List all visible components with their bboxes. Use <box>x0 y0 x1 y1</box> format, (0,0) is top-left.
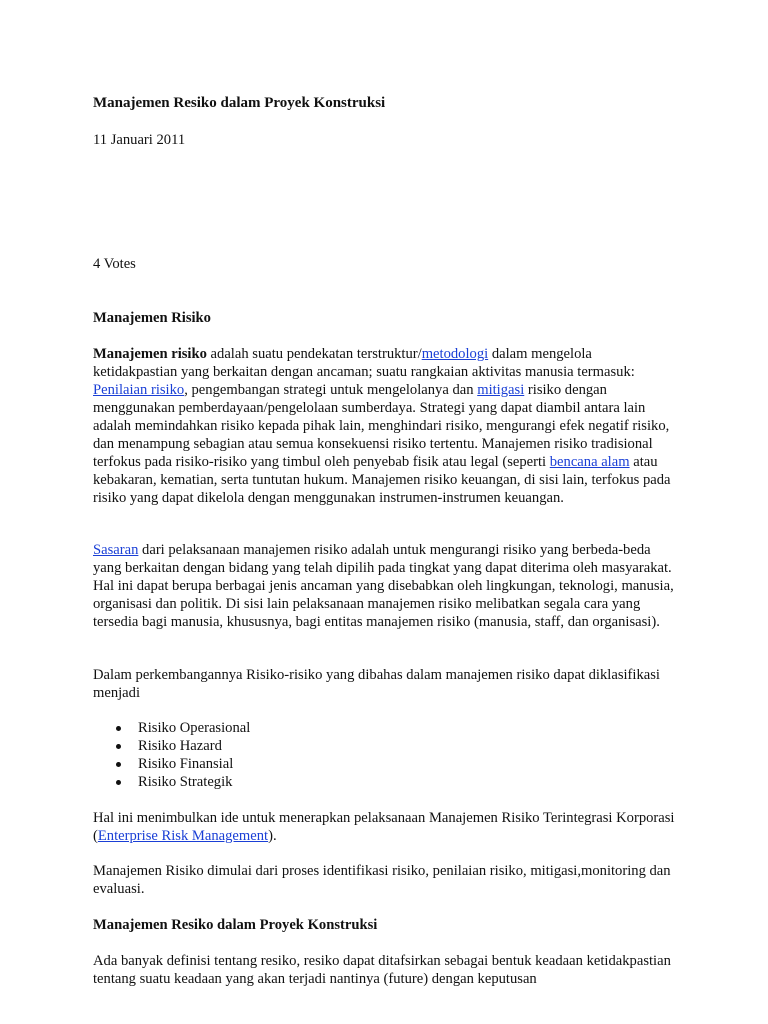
list-item-label: Risiko Finansial <box>138 756 234 772</box>
list-item <box>93 755 678 773</box>
link-penilaian-risiko[interactable]: Penilaian risiko <box>93 382 185 398</box>
bullet-icon <box>116 780 121 785</box>
paragraph-erm <box>93 809 678 845</box>
paragraph-sasaran <box>93 541 678 631</box>
link-enterprise-risk-management[interactable]: Enterprise Risk Management <box>97 828 269 844</box>
article-date: 11 Januari 2011 <box>93 132 186 148</box>
text-span: , pengembangan strategi untuk mengelolanya dan <box>184 382 478 398</box>
text-span: Hal ini menimbulkan ide untuk menerapkan pelaksanaan Manajemen Risiko Terintegrasi Korporasi ( <box>93 810 675 844</box>
paragraph-definition <box>93 345 678 507</box>
bullet-icon <box>116 762 121 767</box>
list-item-label: Risiko Operasional <box>138 720 251 736</box>
votes-count: 4 Votes <box>93 256 136 272</box>
paragraph-definisi-resiko: Ada banyak definisi tentang resiko, resiko dapat ditafsirkan sebagai bentuk keadaan ketidakpastian tentang suatu keadaan yang akan terjadi nantinya (future) dengan keputusan <box>93 953 671 987</box>
section-heading-manajemen-risiko: Manajemen Risiko <box>93 310 211 326</box>
bold-term: Manajemen risiko <box>93 346 207 362</box>
section-heading-proyek-konstruksi: Manajemen Resiko dalam Proyek Konstruksi <box>93 917 378 933</box>
list-item-label: Risiko Hazard <box>138 738 222 754</box>
link-mitigasi[interactable]: mitigasi <box>477 382 525 398</box>
bullet-icon <box>116 744 121 749</box>
bullet-icon <box>116 726 121 731</box>
risk-type-list <box>93 719 678 791</box>
text-span: dalam mengelola ketidakpastian yang berkaitan dengan ancaman; suatu rangkaian aktivitas manusia termasuk: <box>93 346 635 380</box>
text-span: atau kebakaran, kematian, serta tuntutan hukum. Manajemen risiko keuangan, di sisi lain, terfokus pada risiko yang dapat dikelola dengan menggunakan instrumen-instrumen keuangan. <box>93 454 671 506</box>
list-item <box>93 719 678 737</box>
list-item <box>93 737 678 755</box>
paragraph-proses: Manajemen Risiko dimulai dari proses identifikasi risiko, penilaian risiko, mitigasi,monitoring dan evaluasi. <box>93 863 671 897</box>
text-span: dari pelaksanaan manajemen risiko adalah untuk mengurangi risiko yang berbeda-beda yang berkaitan dengan bidang yang telah dipilih pada tingkat yang dapat diterima oleh masyarakat. Hal ini dapat berupa berbagai jenis ancaman yang disebabkan oleh lingkungan, teknologi, manusia, organisasi dan politik. Di sisi lain pelaksanaan manajemen risiko melibatkan segala cara yang tersedia bagi manusia, khususnya, bagi entitas manajemen risiko (manusia, staff, dan organisasi). <box>93 542 674 630</box>
text-span: adalah suatu pendekatan terstruktur/ <box>206 346 422 362</box>
link-bencana-alam[interactable]: bencana alam <box>549 454 630 470</box>
link-sasaran[interactable]: Sasaran <box>93 542 139 558</box>
paragraph-klasifikasi: Dalam perkembangannya Risiko-risiko yang dibahas dalam manajemen risiko dapat diklasifikasi menjadi <box>93 667 660 701</box>
text-span: ). <box>268 828 277 844</box>
list-item <box>93 773 678 791</box>
list-item-label: Risiko Strategik <box>138 774 233 790</box>
text-span: risiko dengan menggunakan pemberdayaan/pengelolaan sumberdaya. Strategi yang dapat diambil antara lain adalah memindahkan risiko kepada pihak lain, menghindari risiko, mengurangi efek negatif risiko, dan menampung sebagian atau semua konsekuensi risiko tertentu. Manajemen risiko tradisional terfokus pada risiko-risiko yang timbul oleh penyebab fisik atau legal (seperti <box>93 382 670 470</box>
link-metodologi[interactable]: metodologi <box>421 346 489 362</box>
article-title: Manajemen Resiko dalam Proyek Konstruksi <box>93 95 386 111</box>
